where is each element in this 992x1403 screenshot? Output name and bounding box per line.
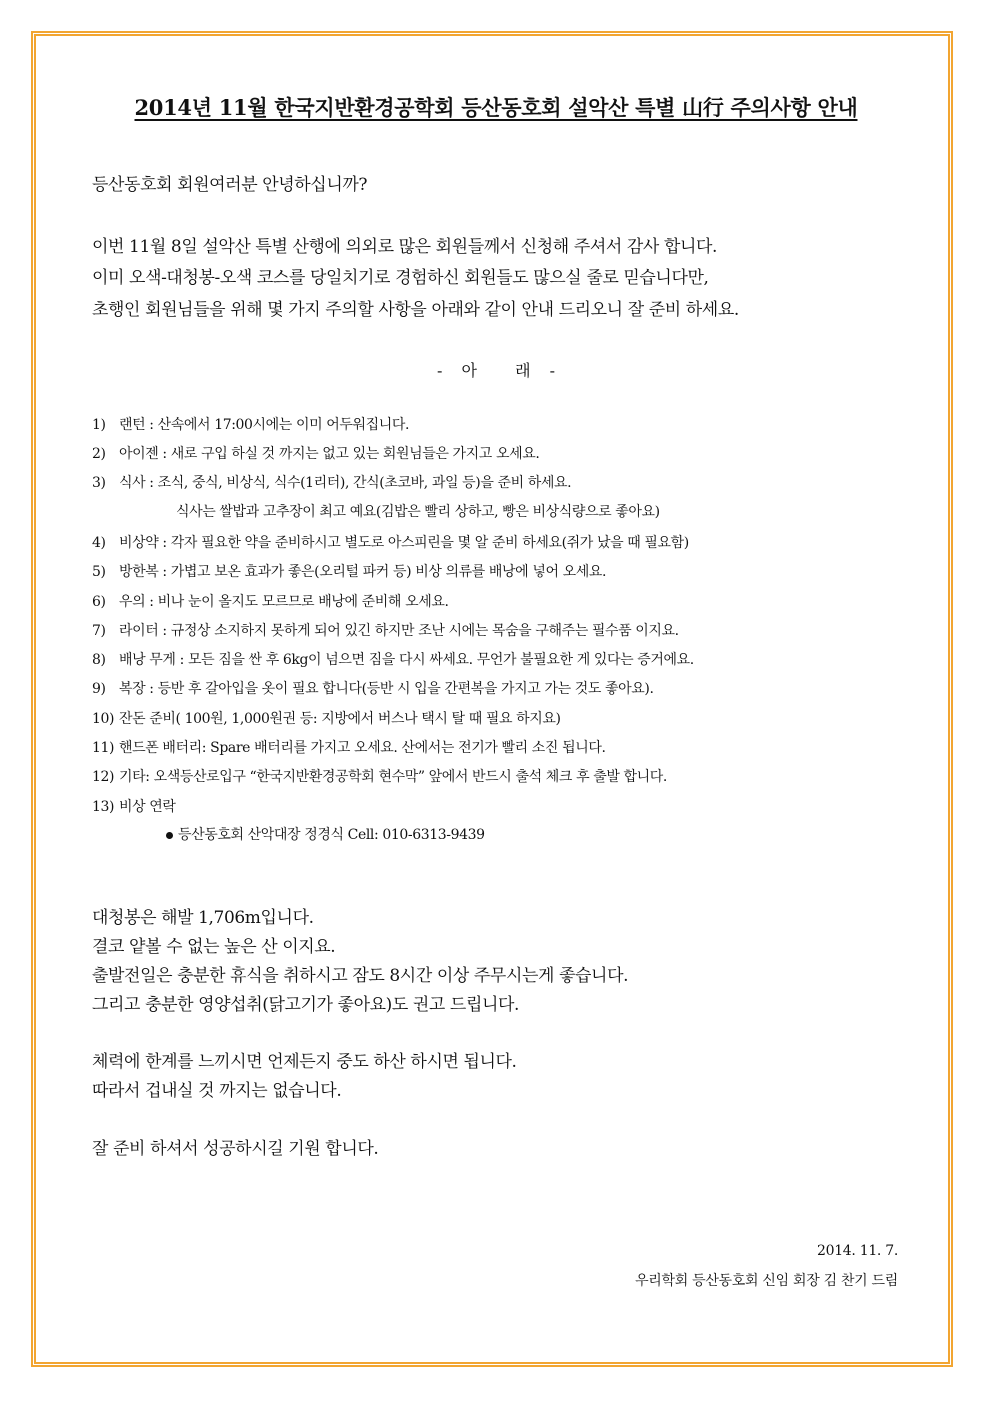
- item-text: 비상약 : 각자 필요한 약을 준비하시고 별도로 아스피린을 몇 알 준비 하세요(쥐가 났을 때 필요함): [119, 535, 689, 551]
- item-number: 13): [92, 799, 115, 815]
- item-number: 1): [92, 417, 106, 433]
- list-item: [92, 620, 679, 640]
- list-item: [92, 649, 694, 669]
- list-item: [92, 708, 561, 728]
- item-number: 10): [92, 711, 115, 727]
- list-item: [92, 737, 606, 757]
- item-number: 6): [92, 594, 106, 610]
- note-line-2: 결코 얕볼 수 없는 높은 산 이지요.: [92, 937, 336, 957]
- item-number: 7): [92, 623, 106, 639]
- list-item: [92, 766, 667, 786]
- item-text: 방한복 : 가볍고 보온 효과가 좋은(오리털 파커 등) 비상 의류를 배낭에 넣어 오세요.: [119, 564, 607, 580]
- item-text: 우의 : 비나 눈이 올지도 모르므로 배낭에 준비해 오세요.: [119, 594, 449, 610]
- list-item: [92, 561, 606, 581]
- note-line-3: 출발전일은 충분한 휴식을 취하시고 잠도 8시간 이상 주무시는게 좋습니다.: [92, 966, 629, 986]
- emergency-contact: [166, 824, 485, 844]
- item-text: 핸드폰 배터리: Spare 배터리를 가지고 오세요. 산에서는 전기가 빨리 소진 됩니다.: [119, 740, 606, 756]
- item-text: 배낭 무게 : 모든 짐을 싼 후 6kg이 넘으면 짐을 다시 싸세요. 무언가 불필요한 게 있다는 증거에요.: [119, 652, 694, 668]
- item-text: 비상 연락: [119, 799, 176, 815]
- item-text: 기타: 오색등산로입구 “한국지반환경공학회 현수막” 앞에서 반드시 출석 체크 후 출발 합니다.: [119, 769, 667, 785]
- closing-wish: 잘 준비 하셔서 성공하시길 기원 합니다.: [92, 1139, 379, 1159]
- item-text: 랜턴 : 산속에서 17:00시에는 이미 어두워집니다.: [119, 417, 410, 433]
- bullet-icon: [166, 832, 173, 839]
- list-item: [92, 532, 689, 552]
- intro-line-3: 초행인 회원님들을 위해 몇 가지 주의할 사항을 아래와 같이 안내 드리오니 잘 준비 하세요.: [92, 300, 739, 320]
- list-item: [92, 678, 654, 698]
- closing-line-2: 따라서 겁내실 것 까지는 없습니다.: [92, 1081, 342, 1101]
- list-item: [176, 501, 660, 521]
- item-number: 4): [92, 535, 106, 551]
- note-line-4: 그리고 충분한 영양섭취(닭고기가 좋아요)도 권고 드립니다.: [92, 995, 520, 1015]
- document-title: 2014년 11월 한국지반환경공학회 등산동호회 설악산 특별 山行 주의사항 안내: [134, 95, 858, 120]
- item-number: 2): [92, 446, 106, 462]
- list-item: [92, 591, 449, 611]
- signature: 우리학회 등산동호회 신임 회장 김 찬기 드림: [635, 1273, 898, 1289]
- contact-text: 등산동호회 산악대장 정경식 Cell: 010-6313-9439: [178, 827, 485, 843]
- item-number: 11): [92, 740, 115, 756]
- closing-line-1: 체력에 한계를 느끼시면 언제든지 중도 하산 하시면 됩니다.: [92, 1052, 517, 1072]
- item-number: 9): [92, 681, 106, 697]
- section-mark: - 아 래 -: [436, 361, 556, 380]
- item-text: 식사는 쌀밥과 고추장이 최고 예요(김밥은 빨리 상하고, 빵은 비상식량으로 좋아요): [176, 504, 660, 520]
- list-item: [92, 472, 571, 492]
- list-item: [92, 414, 409, 434]
- item-text: 잔돈 준비( 100원, 1,000원권 등: 지방에서 버스나 택시 탈 때 필요 하지요): [119, 711, 561, 727]
- item-text: 라이터 : 규정상 소지하지 못하게 되어 있긴 하지만 조난 시에는 목숨을 구해주는 필수품 이지요.: [119, 623, 679, 639]
- item-text: 아이젠 : 새로 구입 하실 것 까지는 없고 있는 회원님들은 가지고 오세요.: [119, 446, 540, 462]
- note-line-1: 대청봉은 해발 1,706m입니다.: [92, 908, 314, 928]
- document-date: 2014. 11. 7.: [816, 1243, 898, 1259]
- list-item: [92, 443, 539, 463]
- item-number: 8): [92, 652, 106, 668]
- intro-line-2: 이미 오색-대청봉-오색 코스를 당일치기로 경험하신 회원들도 많으실 줄로 믿습니다만,: [92, 268, 709, 288]
- item-number: 3): [92, 475, 106, 491]
- item-number: 12): [92, 769, 115, 785]
- item-text: 식사 : 조식, 중식, 비상식, 식수(1리터), 간식(초코바, 과일 등)을 준비 하세요.: [119, 475, 572, 491]
- list-item: [92, 796, 176, 816]
- greeting: 등산동호회 회원여러분 안녕하십니까?: [92, 175, 368, 195]
- item-number: 5): [92, 564, 106, 580]
- intro-line-1: 이번 11월 8일 설악산 특별 산행에 의외로 많은 회원들께서 신청해 주셔서 감사 합니다.: [92, 237, 718, 257]
- item-text: 복장 : 등반 후 갈아입을 옷이 필요 합니다(등반 시 입을 간편복을 가지고 가는 것도 좋아요).: [119, 681, 654, 697]
